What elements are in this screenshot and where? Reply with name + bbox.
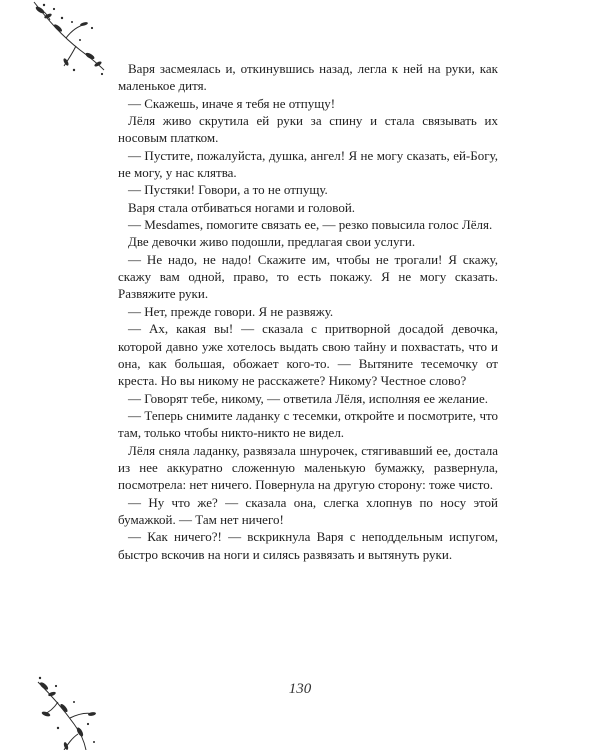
paragraph: — Ах, какая вы! — сказала с притворной досадой девочка, которой давно уже хотелось выдать свою тайну и похвастать, что и она, как большая, обожает кого-то. — Вытяните тесемочку от креста. Но вы никому не расскажете? Никому? Честное слово? bbox=[118, 321, 498, 389]
paragraph: — Ну что же? — сказала она, слегка хлопнув по носу этой бумажкой. — Там нет ничего! bbox=[118, 494, 498, 527]
paragraph: — Как ничего?! — вскрикнула Варя с неподдельным испугом, быстро вскочив на ноги и силясь развязать и вытянуть руки. bbox=[118, 529, 498, 562]
paragraph: — Пустяки! Говори, а то не отпущу. bbox=[128, 182, 328, 198]
page-number: 130 bbox=[288, 681, 312, 697]
paragraph: Две девочки живо подошли, предлагая свои услуги. bbox=[128, 234, 416, 250]
paragraph: Лёля сняла ладанку, развязала шнурочек, стягивавший ее, достала из нее аккуратно сложенную маленькую бумажку, развернула, посмотрела: нет ничего. Повернула на другую сторону: тоже чисто. bbox=[118, 442, 498, 493]
paragraph: — Не надо, не надо! Скажите им, чтобы не трогали! Я скажу, скажу вам одной, право, то есть покажу. Я не могу сказать. Развяжите руки. bbox=[118, 251, 498, 302]
paragraph: Варя засмеялась и, откинувшись назад, легла к ней на руки, как маленькое дитя. bbox=[118, 61, 498, 94]
paragraph: — Пустите, пожалуйста, душка, ангел! Я не могу сказать, ей-Богу, не могу, у нас клятва. bbox=[118, 147, 498, 181]
floral-ornament-top-icon bbox=[28, 0, 108, 78]
paragraph: Варя стала отбиваться ногами и головой. bbox=[128, 199, 356, 215]
paragraph: — Скажешь, иначе я тебя не отпущу! bbox=[128, 95, 336, 111]
paragraph: — Нет, прежде говори. Я не развяжу. bbox=[128, 303, 334, 319]
paragraph: — Теперь снимите ладанку с тесемки, откройте и посмотрите, что там, только чтобы никто-никто не видел. bbox=[118, 407, 498, 441]
page-text bbox=[118, 60, 498, 563]
paragraph: — Mesdames, помогите связать ее, — резко повысила голос Лёля. bbox=[128, 217, 493, 233]
paragraph: — Говорят тебе, никому, — ответила Лёля, исполняя ее желание. bbox=[128, 390, 489, 406]
paragraph: Лёля живо скрутила ей руки за спину и стала связывать их носовым платком. bbox=[118, 113, 498, 146]
floral-ornament-bottom-icon bbox=[34, 672, 104, 750]
